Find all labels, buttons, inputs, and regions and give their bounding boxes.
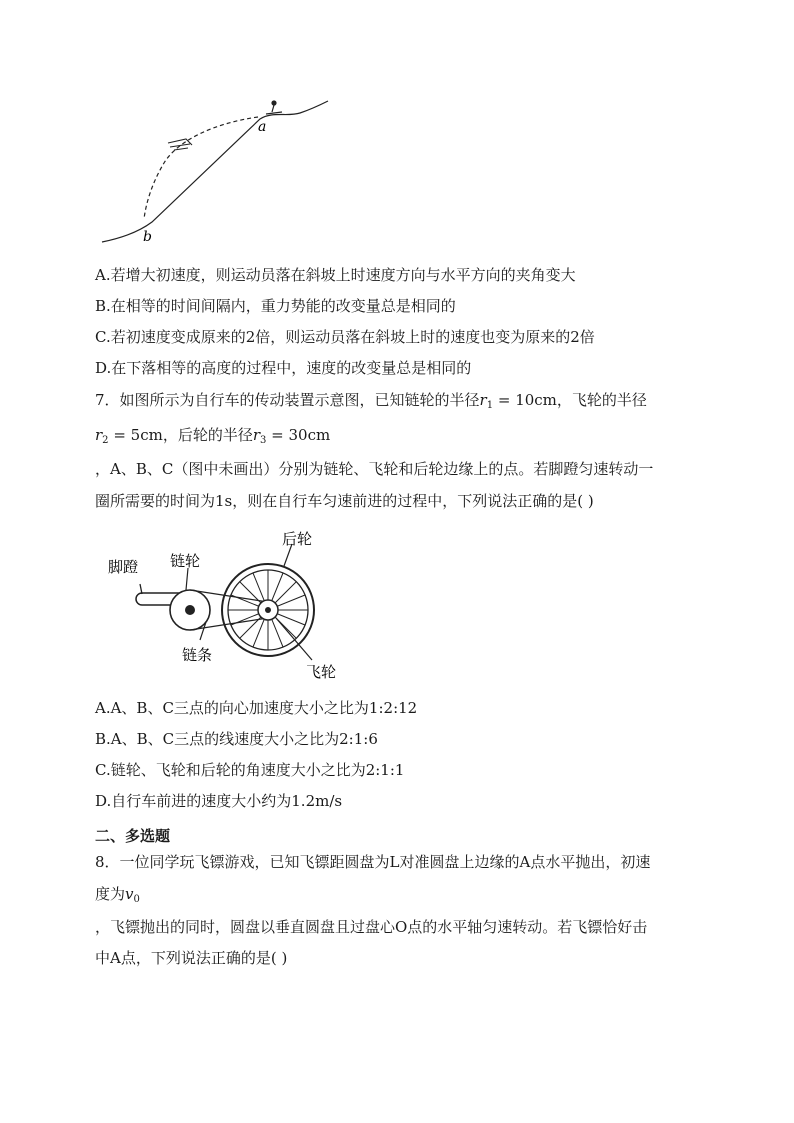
r1-sub: 1 xyxy=(486,400,494,411)
skier-flying-icon xyxy=(168,139,192,150)
v0-var: v xyxy=(125,885,134,903)
ski-slope-figure xyxy=(100,95,335,250)
r2-sub: 2 xyxy=(102,435,109,446)
r1-value: = 10cm xyxy=(493,391,557,409)
chain-label: 链条 xyxy=(182,646,213,664)
pedal-label: 脚蹬 xyxy=(108,558,139,576)
r3-var: r xyxy=(252,426,261,444)
q7-stem-line4: 圈所需要的时间为1s，则在自行车匀速前进的过程中，下列说法正确的是( ) xyxy=(95,492,594,510)
trajectory-curve xyxy=(144,117,258,219)
bicycle-transmission-figure xyxy=(100,522,370,682)
rear-wheel-label: 后轮 xyxy=(282,530,313,548)
r2-var: r xyxy=(95,426,103,444)
q6-option-d: D.在下落相等的高度的过程中，速度的改变量总是相同的 xyxy=(95,359,472,377)
skier-top-icon xyxy=(266,101,282,114)
q7-stem-text-3: ，后轮的半径 xyxy=(162,426,253,444)
r3-sub: 3 xyxy=(260,435,267,446)
q7-stem-text: 7．如图所示为自行车的传动装置示意图，已知链轮的半径 xyxy=(95,391,480,409)
r1-var: r xyxy=(479,391,487,409)
q6-option-b: B.在相等的时间间隔内，重力势能的改变量总是相同的 xyxy=(95,297,456,315)
q8-stem-text: 度为 xyxy=(95,885,126,903)
q7-option-a: A.A、B、C三点的向心加速度大小之比为1:2:12 xyxy=(95,699,418,717)
v0-sub: 0 xyxy=(133,894,140,905)
point-b-label: b xyxy=(143,229,152,245)
chainring-hub xyxy=(185,605,195,615)
q7-stem-line1 xyxy=(95,390,647,416)
q8-stem-line4: 中A点，下列说法正确的是( ) xyxy=(95,949,288,967)
r3-value: = 30cm xyxy=(266,426,331,444)
slope-curve xyxy=(102,101,328,242)
q6-option-c: C.若初速度变成原来的2倍，则运动员落在斜坡上时的速度也变为原来的2倍 xyxy=(95,328,595,346)
q6-option-a: A.若增大初速度，则运动员落在斜坡上时速度方向与水平方向的夹角变大 xyxy=(95,266,576,284)
point-a-label: a xyxy=(258,119,267,135)
q7-stem-line3: ，A、B、C（图中未画出）分别为链轮、飞轮和后轮边缘上的点。若脚蹬匀速转动一 xyxy=(95,460,654,478)
chainring-pointer-line xyxy=(186,568,188,590)
q7-option-c: C.链轮、飞轮和后轮的角速度大小之比为2:1:1 xyxy=(95,761,405,779)
q8-stem-line2 xyxy=(95,884,140,910)
chainring-label: 链轮 xyxy=(170,552,201,570)
q8-stem-line3: ，飞镖抛出的同时，圆盘以垂直圆盘且过盘心O点的水平轴匀速转动。若飞镖恰好击 xyxy=(95,918,648,936)
q7-option-b: B.A、B、C三点的线速度大小之比为2:1:6 xyxy=(95,730,378,748)
q7-stem-line2 xyxy=(95,425,330,451)
flywheel-hub xyxy=(265,607,271,613)
flywheel-label: 飞轮 xyxy=(306,663,337,681)
section-heading: 二、多选题 xyxy=(95,827,171,845)
q8-stem-line1: 8．一位同学玩飞镖游戏，已知飞镖距圆盘为L对准圆盘上边缘的A点水平抛出，初速 xyxy=(95,853,651,871)
q7-option-d: D.自行车前进的速度大小约为1.2m/s xyxy=(95,792,343,810)
r2-value: = 5cm xyxy=(108,426,163,444)
q7-stem-text-2: ，飞轮的半径 xyxy=(556,391,647,409)
